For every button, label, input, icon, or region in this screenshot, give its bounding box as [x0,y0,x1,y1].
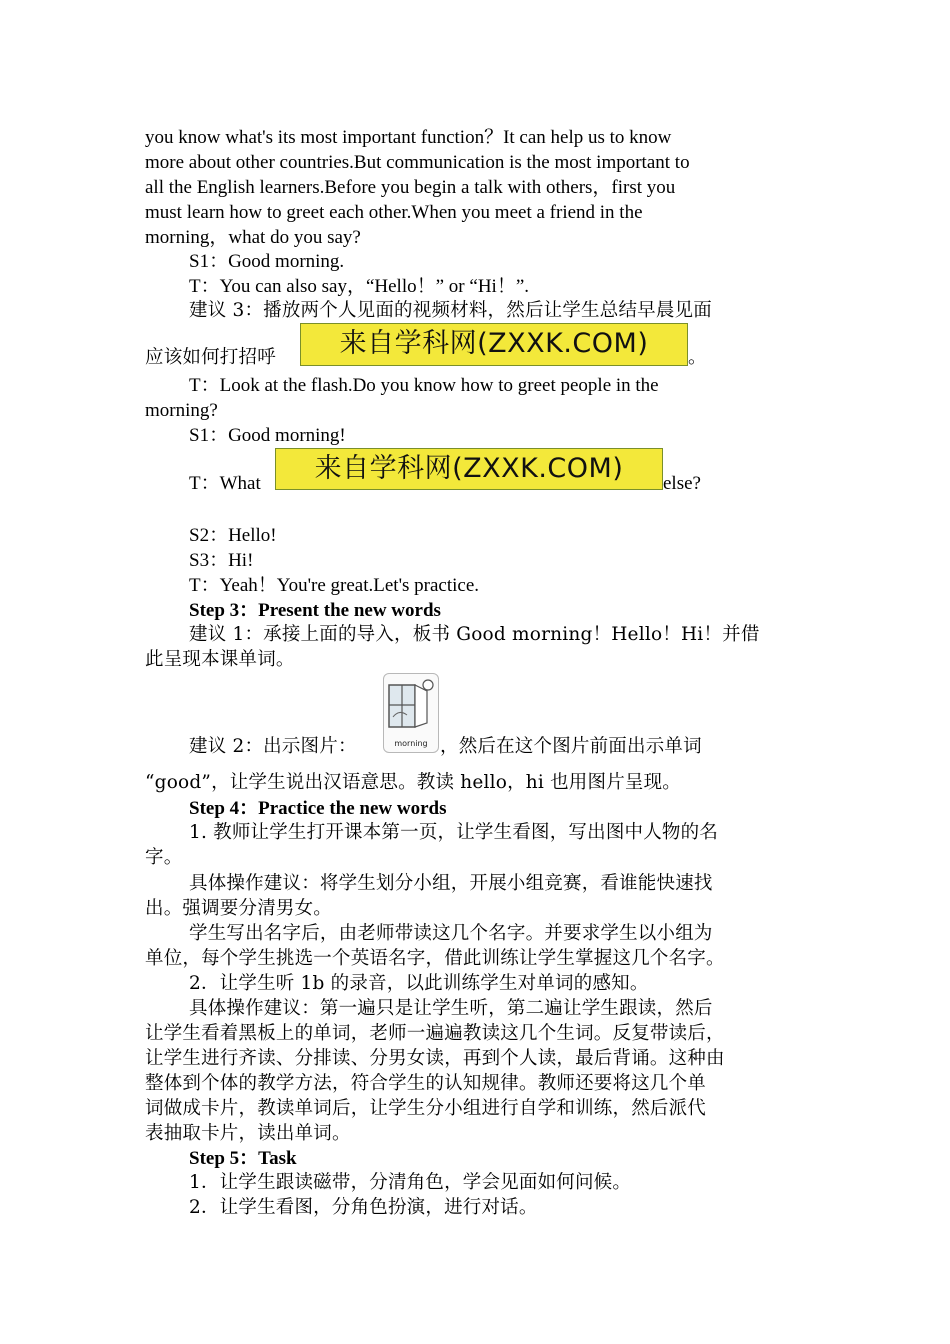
text-line: 表抽取卡片，读出单词。 [145,1123,351,1144]
suggestion-line: ，然后在这个图片前面出示单词 [440,736,702,757]
text-line: 1. 教师让学生打开课本第一页，让学生看图，写出图中人物的名 [189,822,719,843]
dialogue-line: T：What [189,473,261,494]
text-line: 让学生看着黑板上的单词，老师一遍遍教读这几个生词。反复带读后， [145,1023,725,1044]
dialogue-line: S2：Hello! [189,525,277,546]
watermark-banner: 来自学科网(ZXXK.COM) [300,323,688,366]
text-line: morning? [145,400,218,421]
text-line: you know what's its most important function？It can help us to know [145,127,672,148]
dialogue-line: S1：Good morning. [189,251,345,272]
picture-caption: morning [394,739,428,748]
text-line: 具体操作建议：第一遍只是让学生听，第二遍让学生跟读，然后 [189,998,713,1019]
dialogue-line: T：Yeah！You're great.Let's practice. [189,575,480,596]
text-line: 。 [688,347,707,368]
text-line: 字。 [145,847,183,868]
text-line: must learn how to greet each other.When you meet a friend in the [145,202,643,223]
watermark-banner: 来自学科网(ZXXK.COM) [275,448,663,490]
step-heading: Step 5：Task [189,1148,297,1169]
text-line: 2．让学生看图，分角色扮演，进行对话。 [189,1197,538,1218]
text-line: all the English learners.Before you begin a talk with others，first you [145,177,676,198]
text-line: 学生写出名字后，由老师带读这几个名字。并要求学生以小组为 [189,923,713,944]
text-line: “good”，让学生说出汉语意思。教读 hello，hi 也用图片呈现。 [145,772,682,793]
text-line: 具体操作建议：将学生划分小组，开展小组竞赛，看谁能快速找 [189,873,713,894]
text-line: 出。强调要分清男女。 [145,898,333,919]
text-line: 应该如何打招呼 [145,347,276,368]
text-line: 1．让学生跟读磁带，分清角色，学会见面如何问候。 [189,1172,632,1193]
dialogue-line: T：You can also say，“Hello！” or “Hi！”. [189,276,529,297]
step-heading: Step 4：Practice the new words [189,798,447,819]
morning-picture-card [383,673,439,753]
dialogue-line: S1：Good morning! [189,425,346,446]
text-line: 词做成卡片，教读单词后，让学生分小组进行自学和训练，然后派代 [145,1098,707,1119]
text-line: 2．让学生听 1b 的录音，以此训练学生对单词的感知。 [189,973,649,994]
text-line: 整体到个体的教学方法，符合学生的认知规律。教师还要将这几个单 [145,1073,707,1094]
dialogue-line: S3：Hi! [189,550,254,571]
suggestion-line: 建议 3：播放两个人见面的视频材料，然后让学生总结早晨见面 [189,300,712,321]
step-heading: Step 3：Present the new words [189,600,441,621]
window-sun-icon [387,677,435,735]
text-line: 让学生进行齐读、分排读、分男女读，再到个人读，最后背诵。这种由 [145,1048,725,1069]
suggestion-line: 建议 2：出示图片： [189,736,357,757]
text-line: more about other countries.But communication is the most important to [145,152,690,173]
text-line: morning，what do you say? [145,227,361,248]
text-line: 此呈现本课单词。 [145,649,295,670]
dialogue-line: else? [663,473,701,494]
text-line: 单位，每个学生挑选一个英语名字，借此训练让学生掌握这几个名字。 [145,948,725,969]
dialogue-line: T：Look at the flash.Do you know how to greet people in the [189,375,659,396]
suggestion-line: 建议 1：承接上面的导入，板书 Good morning！Hello！Hi！并借 [189,624,760,645]
